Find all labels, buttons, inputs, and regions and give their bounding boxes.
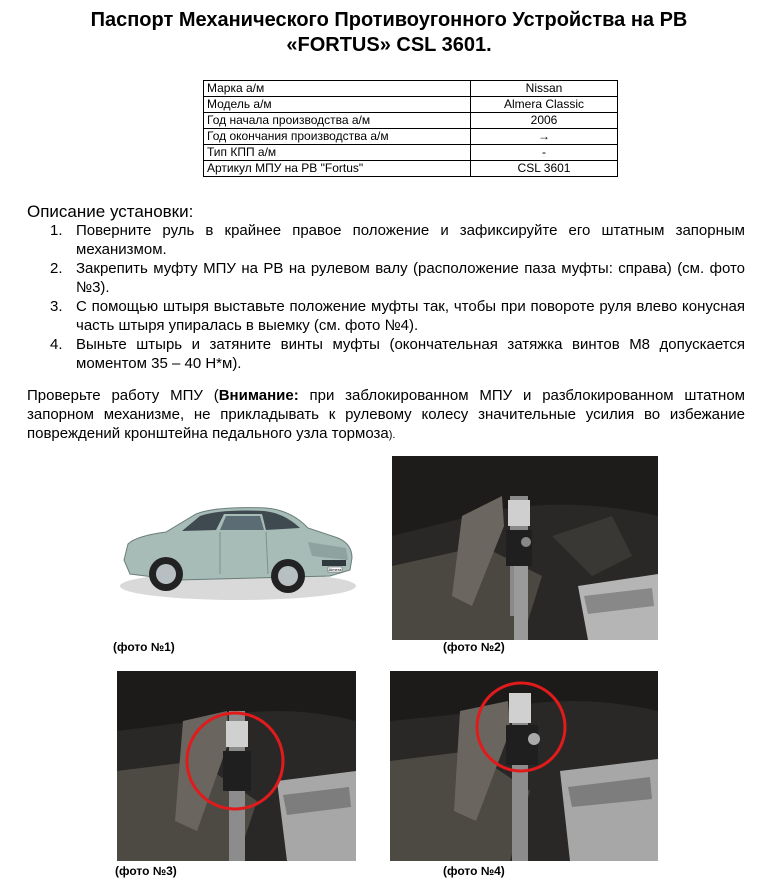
- spec-label: Марка а/м: [204, 81, 471, 97]
- step-text: С помощью штыря выставьте положение муфты так, чтобы при повороте руля влево конусная часть штыря упиралась в выемку (см. фото №4).: [76, 298, 745, 334]
- section-title: Описание установки:: [27, 202, 194, 221]
- spec-value: CSL 3601: [471, 161, 618, 177]
- warning-label: Внимание:: [218, 387, 299, 404]
- photo-pin-check: [390, 671, 658, 861]
- coupling-image: [117, 671, 356, 861]
- photo-caption: (фото №1): [113, 640, 175, 654]
- spec-label: Модель а/м: [204, 97, 471, 113]
- list-item: [50, 297, 745, 335]
- spec-table: [203, 80, 618, 177]
- table-row: [204, 161, 618, 177]
- step-number: 4.: [50, 336, 63, 353]
- photo-coupling-installed: [117, 671, 356, 861]
- photo-car: [116, 456, 356, 636]
- install-steps: [50, 221, 745, 373]
- table-row: [204, 145, 618, 161]
- check-suffix: ).: [388, 429, 396, 441]
- step-number: 2.: [50, 260, 63, 277]
- check-prefix: Проверьте работу МПУ (: [27, 387, 219, 404]
- pin-check-image: [390, 671, 658, 861]
- spec-value: →: [471, 129, 618, 145]
- spec-value: 2006: [471, 113, 618, 129]
- step-text: Поверните руль в крайнее правое положение и зафиксируйте его штатным запорным механизмом.: [76, 222, 745, 258]
- spec-label: Артикул МПУ на РВ "Fortus": [204, 161, 471, 177]
- list-item: [50, 259, 745, 297]
- table-row: [204, 97, 618, 113]
- check-text: при заблокированном МПУ и разблокированном штатном запорном механизме, не прикладывать к рулевому колесу значительные усилия во избежание повреждений кронштейна педального узла тормоза: [27, 387, 745, 442]
- title-line-1: Паспорт Механического Противоугонного Устройства на РВ: [90, 9, 688, 31]
- step-text: Выньте штырь и затяните винты муфты (окончательная затяжка винтов М8 допускается моментом 35 – 40 Н*м).: [76, 336, 745, 372]
- table-row: [204, 81, 618, 97]
- step-number: 1.: [50, 222, 63, 239]
- car-image: [116, 456, 356, 636]
- title-line-2: «FORTUS» CSL 3601.: [286, 34, 492, 56]
- car-badge: Almera: [328, 567, 342, 572]
- photo-pedal-assembly: [392, 456, 658, 640]
- list-item: [50, 221, 745, 259]
- spec-value: Nissan: [471, 81, 618, 97]
- spec-label: Тип КПП а/м: [204, 145, 471, 161]
- photo-caption: (фото №2): [443, 640, 505, 654]
- photo-caption: (фото №3): [115, 864, 177, 878]
- spec-label: Год начала производства а/м: [204, 113, 471, 129]
- spec-value: -: [471, 145, 618, 161]
- check-paragraph: [27, 386, 745, 445]
- list-item: [50, 335, 745, 373]
- spec-label: Год окончания производства а/м: [204, 129, 471, 145]
- table-row: [204, 113, 618, 129]
- table-row: [204, 129, 618, 145]
- spec-value: Almera Classic: [471, 97, 618, 113]
- pedal-image: [392, 456, 658, 640]
- step-text: Закрепить муфту МПУ на РВ на рулевом валу (расположение паза муфты: справа) (см. фото №3).: [76, 260, 745, 296]
- page-title: [0, 8, 778, 58]
- step-number: 3.: [50, 298, 63, 315]
- photo-caption: (фото №4): [443, 864, 505, 878]
